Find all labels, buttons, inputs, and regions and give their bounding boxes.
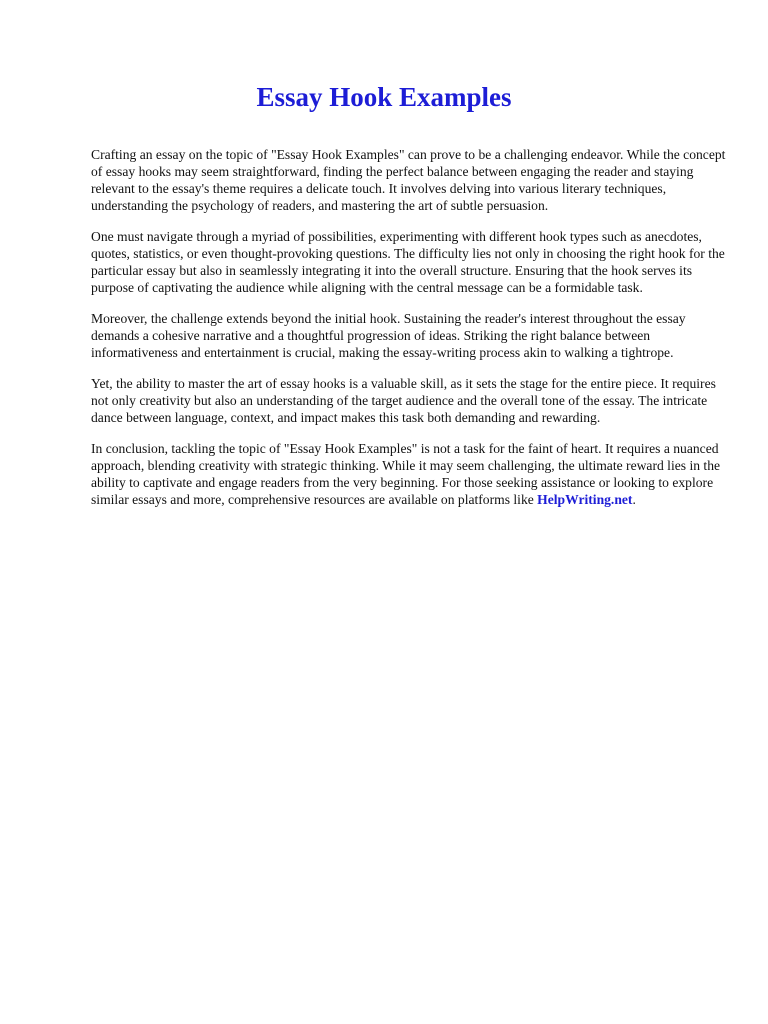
paragraph-3: Moreover, the challenge extends beyond the initial hook. Sustaining the reader's interest throughout the essay demands a cohesive narrative and a thoughtful progression of ideas. Striking the right balance between informativeness and entertainment is crucial, making the essay-writing process akin to walking a tightrope. [91,310,686,361]
conclusion-period: . [632,491,636,507]
document-body [91,146,731,522]
document-title: Essay Hook Examples [256,82,512,112]
paragraph-1: Crafting an essay on the topic of "Essay Hook Examples" can prove to be a challenging endeavor. While the concept of essay hooks may seem straightforward, finding the perfect balance between engaging the reader and staying relevant to the essay's theme requires a delicate touch. It involves delving into various literary techniques, understanding the psychology of readers, and mastering the art of subtle persuasion. [91,147,726,214]
paragraph-conclusion [91,440,731,508]
paragraph-2: One must navigate through a myriad of possibilities, experimenting with different hook types such as anecdotes, quotes, statistics, or even thought-provoking questions. The difficulty lies not only in choosing the right hook for the particular essay but also in seamlessly integrating it into the overall structure. Ensuring that the hook serves its purpose of captivating the audience while aligning with the central message can be a formidable task. [91,228,725,296]
helpwriting-link[interactable]: HelpWriting.net [537,491,633,507]
conclusion-text: In conclusion, tackling the topic of "Essay Hook Examples" is not a task for the faint of heart. It requires a nuanced approach, blending creativity with strategic thinking. While it may seem challenging, the ultimate reward lies in the ability to captivate and engage readers from the very beginning. For those seeking assistance or looking to explore similar essays and more, comprehensive resources are available on platforms like [91,440,721,507]
paragraph-4: Yet, the ability to master the art of essay hooks is a valuable skill, as it sets the stage for the entire piece. It requires not only creativity but also an understanding of the target audience and the overall tone of the essay. The intricate dance between language, context, and impact makes this task both demanding and rewarding. [91,375,716,425]
